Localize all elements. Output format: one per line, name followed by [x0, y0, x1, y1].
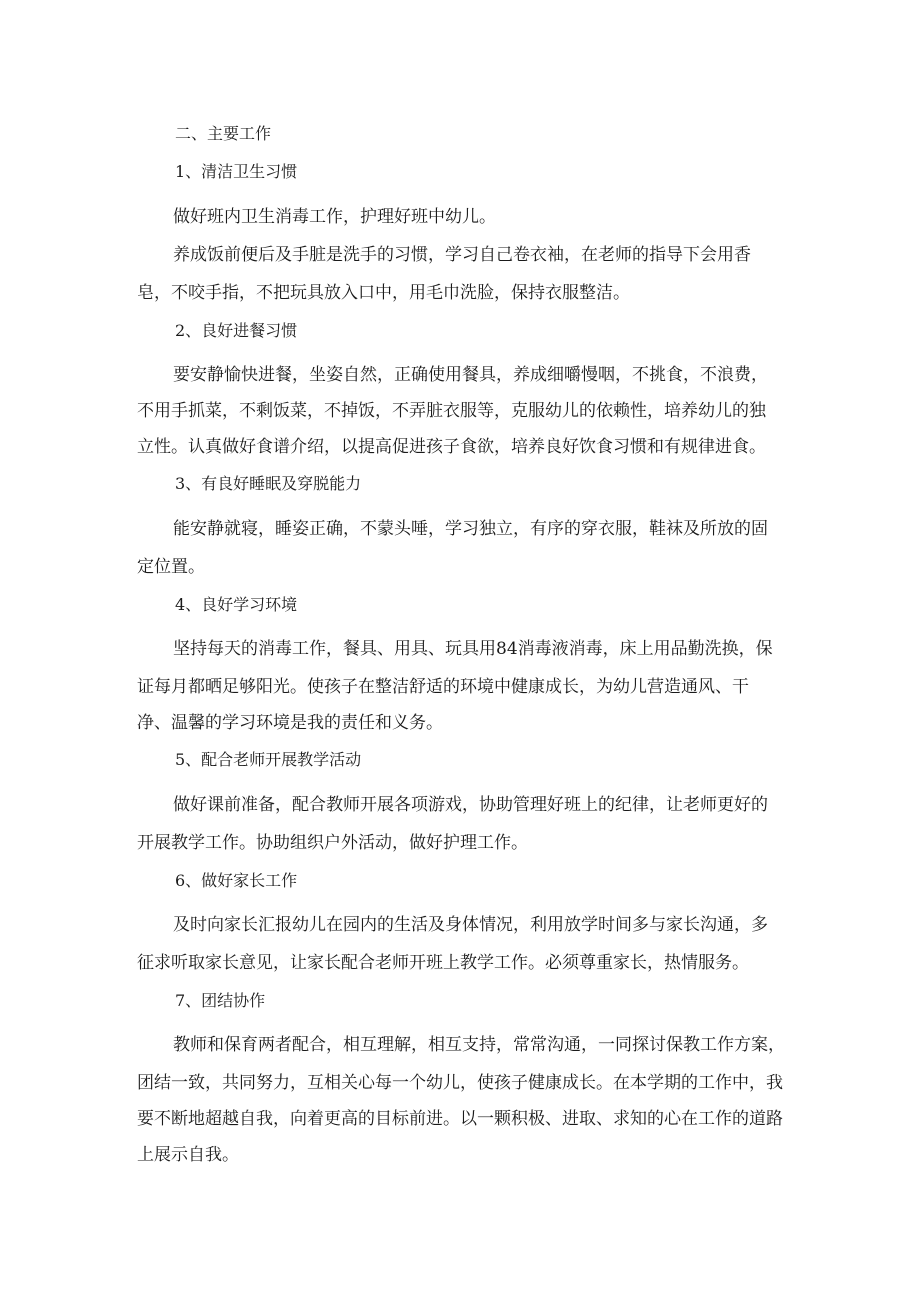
- paragraph-line: 及时向家长汇报幼儿在园内的生活及身体情况，利用放学时间多与家长沟通，多: [173, 915, 768, 935]
- paragraph-line: 坚持每天的消毒工作，餐具、用具、玩具用84消毒液消毒，床上用品勤洗换，保: [173, 639, 773, 659]
- paragraph-line: 定位置。: [137, 557, 205, 577]
- paragraph-line: 要不断地超越自我，向着更高的目标前进。以一颗积极、进取、求知的心在工作的道路: [137, 1109, 783, 1129]
- paragraph-line: 不用手抓菜，不剩饭菜，不掉饭，不弄脏衣服等，克服幼儿的依赖性，培养幼儿的独: [137, 401, 766, 421]
- item-heading-6: 6、做好家长工作: [175, 871, 298, 890]
- paragraph-line: 开展教学工作。协助组织户外活动，做好护理工作。: [137, 833, 528, 853]
- item-heading-5: 5、配合老师开展教学活动: [175, 750, 362, 769]
- paragraph-line: 立性。认真做好食谱介绍，以提高促进孩子食欲，培养良好饮食习惯和有规律进食。: [137, 437, 766, 457]
- section-title: 二、主要工作: [175, 124, 272, 143]
- item-heading-4: 4、良好学习环境: [175, 595, 298, 614]
- paragraph-line: 做好课前准备，配合教师开展各项游戏，协助管理好班上的纪律，让老师更好的: [173, 795, 768, 815]
- paragraph-line: 养成饭前便后及手脏是洗手的习惯，学习自己卷衣袖，在老师的指导下会用香: [173, 245, 751, 265]
- paragraph-line: 能安静就寝，睡姿正确，不蒙头唾，学习独立，有序的穿衣服，鞋袜及所放的固: [173, 519, 768, 539]
- paragraph-line: 征求听取家长意见，让家长配合老师开班上教学工作。必须尊重家长，热情服务。: [137, 953, 749, 973]
- item-heading-2: 2、良好进餐习惯: [175, 321, 298, 340]
- item-heading-3: 3、有良好睡眠及穿脱能力: [175, 474, 362, 493]
- item-heading-7: 7、团结协作: [175, 991, 266, 1010]
- paragraph-line: 教师和保育两者配合，相互理解，相互支持，常常沟通，一同探讨保教工作方案，: [173, 1035, 785, 1055]
- paragraph-line: 皂，不咬手指，不把玩具放入口中，用毛巾洗脸，保持衣服整洁。: [137, 283, 630, 303]
- paragraph-line: 做好班内卫生消毒工作，护理好班中幼儿。: [173, 207, 496, 227]
- paragraph-line: 上展示自我。: [137, 1145, 239, 1165]
- paragraph-line: 净、温馨的学习环境是我的责任和义务。: [137, 713, 443, 733]
- item-heading-1: 1、清洁卫生习惯: [175, 162, 298, 181]
- paragraph-line: 证每月都晒足够阳光。使孩子在整洁舒适的环境中健康成长，为幼儿营造通风、干: [137, 677, 749, 697]
- paragraph-line: 要安静愉快进餐，坐姿自然，正确使用餐具，养成细嚼慢咽，不挑食，不浪费，: [173, 365, 768, 385]
- paragraph-line: 团结一致，共同努力，互相关心每一个幼儿，使孩子健康成长。在本学期的工作中，我: [137, 1073, 783, 1093]
